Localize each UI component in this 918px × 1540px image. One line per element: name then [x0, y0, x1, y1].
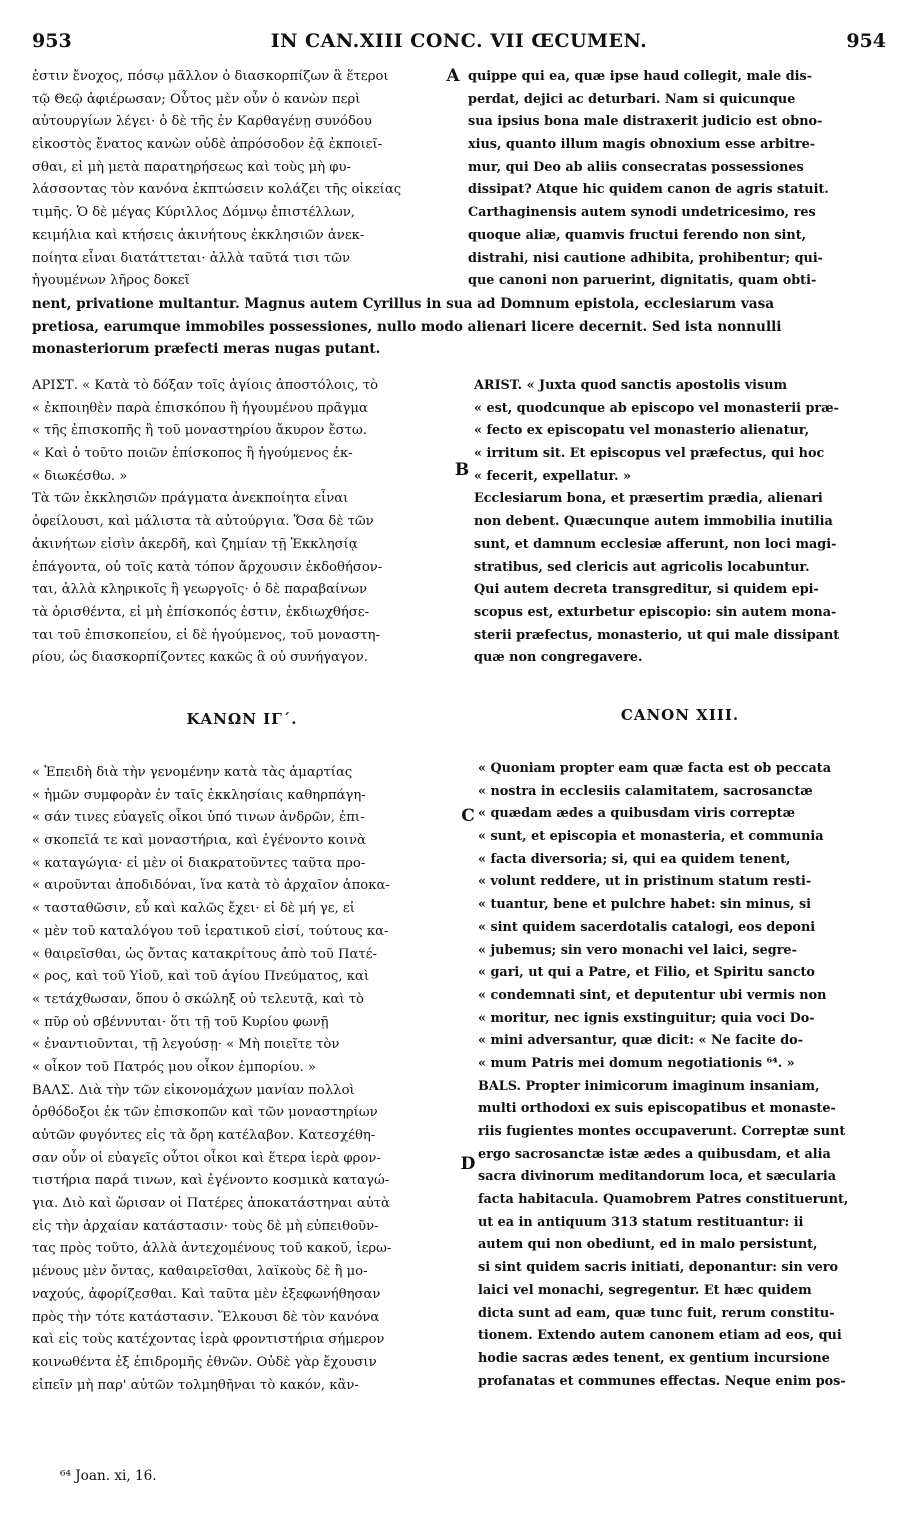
- greek-text-line: ναχούς, ἀφορίζεσθαι. Καὶ ταῦτα μὲν ἐξεφωνήθησαν: [32, 1286, 381, 1302]
- latin-text-line: dicta sunt ad eam, quæ tunc fuit, rerum constitu-: [478, 1305, 835, 1321]
- latin-text-line: perdat, dejici ac deturbari. Nam si quicunque: [468, 91, 796, 107]
- running-title: IN CAN.XIII CONC. VII ŒCUMEN.: [270, 30, 648, 52]
- greek-text-line: κοινωθέντα ἐξ ἐπιδρομῆς ἐθνῶν. Οὐδὲ γὰρ ἔχουσιν: [32, 1354, 377, 1370]
- greek-text-line: « ἡμῶν συμφορὰν ἐν ταῖς ἐκκλησίαις καθηρπάγη-: [32, 787, 366, 803]
- top-greek-column: [32, 66, 444, 293]
- latin-text-line: stratibus, sed clericis aut agricolis locabuntur.: [474, 559, 810, 575]
- latin-text-line: sterii præfectus, monasterio, ut qui male dissipant: [474, 627, 840, 643]
- greek-text-line: « τῆς ἐπισκοπῆς ἢ τοῦ μοναστηρίου ἄκυρον ἔστω.: [32, 423, 367, 439]
- greek-text-line: « σάν τινες εὐαγεῖς οἶκοι ὑπό τινων ἀνδρῶν, ἐπι-: [32, 810, 365, 826]
- latin-text-line: Ecclesiarum bona, et præsertim prædia, alienari: [474, 491, 823, 507]
- greek-text-line: καὶ εἰς τοὺς κατέχοντας ἱερὰ φροντιστήρια σήμερον: [32, 1332, 385, 1348]
- latin-text-line: non debent. Quæcunque autem immobilia inutilia: [474, 514, 833, 530]
- latin-text-line: « jubemus; sin vero monachi vel laici, segre-: [478, 942, 797, 958]
- latin-text-line: BALS. Propter inimicorum imaginum insaniam,: [478, 1078, 820, 1094]
- margin-letter-b: B: [454, 460, 470, 480]
- latin-text-line: « gari, ut qui a Patre, et Filio, et Spiritu sancto: [478, 965, 815, 981]
- latin-text-line: « irritum sit. Et episcopus vel præfectus, qui hoc: [474, 446, 825, 462]
- greek-text-line: ΒΑΛΣ. Διὰ τὴν τῶν εἰκονομάχων μανίαν πολλοὶ: [32, 1082, 355, 1098]
- footnote: ⁶⁴ Joan. xi, 16.: [60, 1468, 157, 1484]
- greek-text-line: ἐστιν ἔνοχος, πόσῳ μᾶλλον ὁ διασκορπίζων ἃ ἕτεροι: [32, 69, 389, 84]
- latin-text-line: ARIST. « Juxta quod sanctis apostolis visum: [474, 378, 788, 393]
- margin-letter-c: C: [461, 806, 475, 826]
- greek-text-line: « τετάχθωσαν, ὅπου ὁ σκώληξ οὐ τελευτᾷ, καὶ τὸ: [32, 991, 364, 1007]
- greek-text-line: « θαιρεῖσθαι, ὡς ὄντας κατακρίτους ἀπὸ τοῦ Πατέ-: [32, 946, 377, 962]
- greek-text-line: « ἐκποιηθὲν παρὰ ἐπισκόπου ἢ ἡγουμένου πρᾶγμα: [32, 400, 368, 416]
- latin-text-line: « nostra in ecclesiis calamitatem, sacrosanctæ: [478, 783, 813, 799]
- greek-text-line: Τὰ τῶν ἐκκλησιῶν πράγματα ἀνεκποίητα εἶναι: [32, 491, 349, 507]
- greek-text-line: « αιροῦνται ἀποδιδόναι, ἵνα κατὰ τὸ ἀρχαῖον ἀποκα-: [32, 878, 390, 894]
- greek-text-line: « μὲν τοῦ καταλόγου τοῦ ἱερατικοῦ εἰσί, τούτους κα-: [32, 923, 389, 939]
- greek-text-line: ρίου, ὡς διασκορπίζοντες κακῶς ἃ οὐ συνήγαγον.: [32, 650, 368, 666]
- latin-text-line: autem qui non obediunt, ed in malo persistunt,: [478, 1237, 818, 1253]
- arist-greek-column: [32, 375, 452, 670]
- canon-title-greek: ΚΑΝΩΝ ΙΓ΄.: [186, 710, 298, 728]
- latin-text-line: « volunt reddere, ut in pristinum statum resti-: [478, 874, 812, 890]
- latin-text-line: monasteriorum præfecti meras nugas putant.: [32, 341, 381, 358]
- greek-text-line: ὀφείλουσι, καὶ μάλιστα τὰ αὐτούργια. Ὅσα δὲ τῶν: [32, 514, 374, 530]
- margin-letter-d: D: [460, 1154, 476, 1174]
- latin-text-line: facta habitacula. Quamobrem Patres constituerunt,: [478, 1192, 849, 1208]
- latin-text-line: quippe qui ea, quæ ipse haud collegit, male dis-: [468, 69, 813, 84]
- page-number-left: 953: [32, 30, 72, 52]
- top-full-width-text: [32, 293, 886, 361]
- greek-text-line: πρὸς τὴν τότε κατάστασιν. Ἕλκουσι δὲ τὸν κανόνα: [32, 1309, 380, 1325]
- latin-text-line: riis fugientes montes occupaverunt. Correptæ sunt: [478, 1124, 846, 1139]
- latin-text-line: multi orthodoxi ex suis episcopatibus et monaste-: [478, 1101, 836, 1117]
- latin-text-line: « sunt, et episcopia et monasteria, et communia: [478, 829, 824, 845]
- greek-text-line: εἰς τὴν ἀρχαίαν κατάστασιν· τοὺς δὲ μὴ εὐπειθοῦν-: [32, 1218, 379, 1234]
- greek-text-line: τας πρὸς τοῦτο, ἀλλὰ ἀντεχομένους τοῦ κακοῦ, ἱερω-: [32, 1241, 392, 1257]
- latin-text-line: sacra divinorum meditandorum loca, et sæcularia: [478, 1169, 837, 1185]
- canon-greek-column: [32, 762, 458, 1397]
- greek-text-line: « σκοπεῖά τε καὶ μοναστήρια, καὶ ἐγένοντο κοινὰ: [32, 833, 366, 849]
- greek-text-line: κειμήλια καὶ κτήσεις ἀκινήτους ἐκκλησιῶν ἀνεκ-: [32, 227, 365, 243]
- greek-text-line: σαν οὖν οἱ εὐαγεῖς οὗτοι οἶκοι καὶ ἕτερα ἱερὰ φρον-: [32, 1150, 381, 1166]
- greek-text-line: ται τοῦ ἐπισκοπείου, εἰ δὲ ἡγούμενος, τοῦ μοναστη-: [32, 627, 380, 643]
- greek-text-line: λάσσοντας τὸν κανόνα ἐκπτώσειν κολάζει τῆς οἰκείας: [32, 182, 402, 198]
- latin-text-line: scopus est, exturbetur episcopio: sin autem mona-: [474, 604, 837, 620]
- latin-text-line: « moritur, nec ignis exstinguitur; quia voci Do-: [478, 1010, 815, 1026]
- greek-text-line: ὀρθόδοξοι ἐκ τῶν ἐπισκοπῶν καὶ τῶν μοναστηρίων: [32, 1105, 378, 1121]
- page-header: [32, 30, 886, 56]
- greek-text-line: ΑΡΙΣΤ. « Κατὰ τὸ δόξαν τοῖς ἁγίοις ἀποστόλοις, τὸ: [32, 378, 379, 393]
- greek-text-line: εἰκοστὸς ἔνατος κανὼν οὐδὲ ἀπρόσοδον ἐᾷ ἐκποιεῖ-: [32, 137, 383, 153]
- greek-text-line: σθαι, εἰ μὴ μετὰ παρατηρήσεως καὶ τοὺς μὴ φυ-: [32, 159, 352, 175]
- greek-text-line: τιστήρια παρά τινων, καὶ ἐγένοντο κοσμικὰ καταγώ-: [32, 1173, 390, 1189]
- latin-text-line: xius, quanto illum magis obnoxium esse arbitre-: [468, 137, 816, 153]
- margin-letter-a: A: [446, 66, 460, 86]
- latin-text-line: « est, quodcunque ab episcopo vel monasterii præ-: [474, 400, 839, 416]
- greek-text-line: « οἶκον τοῦ Πατρός μου οἶκον ἐμπορίου. »: [32, 1059, 316, 1075]
- greek-text-line: « καταγώγια· εἰ μὲν οἱ διακρατοῦντες ταῦτα προ-: [32, 855, 366, 871]
- greek-text-line: για. Διὸ καὶ ὥρισαν οἱ Πατέρες ἀποκατάστηναι αὐτὰ: [32, 1196, 390, 1212]
- latin-text-line: laici vel monachi, segregentur. Et hæc quidem: [478, 1282, 812, 1298]
- page-number-right: 954: [846, 30, 886, 52]
- canon-latin-column: [478, 758, 886, 1393]
- greek-text-line: αὐτουργίων λέγει· ὁ δὲ τῆς ἐν Καρθαγένῃ συνόδου: [32, 114, 372, 130]
- latin-text-line: sunt, et damnum ecclesiæ afferunt, non loci magi-: [474, 536, 837, 552]
- latin-text-line: ut ea in antiquum 313 statum restituantur: ii: [478, 1214, 804, 1230]
- latin-text-line: sua ipsius bona male distraxerit judicio est obno-: [468, 114, 823, 130]
- latin-text-line: « mum Patris mei domum negotiationis ⁶⁴. »: [478, 1055, 795, 1071]
- latin-text-line: quoque aliæ, quamvis fructui ferendo non sint,: [468, 227, 807, 243]
- greek-text-line: « διωκέσθω. »: [32, 468, 128, 484]
- latin-text-line: si sint quidem sacris initiati, deponantur: sin vero: [478, 1260, 839, 1276]
- greek-text-line: τῷ Θεῷ ἀφιέρωσαν; Οὗτος μὲν οὖν ὁ κανὼν περὶ: [32, 91, 361, 107]
- latin-text-line: ergo sacrosanctæ istæ ædes a quibusdam, et alia: [478, 1146, 831, 1162]
- greek-text-line: « τασταθῶσιν, εὖ καὶ καλῶς ἔχει· εἰ δὲ μή γε, εἰ: [32, 901, 355, 917]
- latin-text-line: dissipat? Atque hic quidem canon de agris statuit.: [468, 182, 829, 198]
- latin-text-line: « fecto ex episcopatu vel monasterio alienatur,: [474, 423, 810, 439]
- latin-text-line: « condemnati sint, et deputentur ubi vermis non: [478, 987, 827, 1003]
- latin-text-line: « fecerit, expellatur. »: [474, 468, 632, 484]
- greek-text-line: ἐπάγοντα, οὐ τοῖς κατὰ τόπον ἄρχουσιν ἐκδοθήσον-: [32, 559, 383, 575]
- greek-text-line: ἡγουμένων λῆρος δοκεῖ: [32, 273, 190, 289]
- latin-text-line: hodie sacras ædes tenent, ex gentium incursione: [478, 1350, 830, 1366]
- greek-text-line: εἰπεῖν μὴ παρ' αὐτῶν τολμηθῆναι τὸ κακόν, κἂν-: [32, 1377, 359, 1393]
- top-latin-column: [468, 66, 886, 293]
- latin-text-line: « Quoniam propter eam quæ facta est ob peccata: [478, 761, 831, 776]
- latin-text-line: profanatas et communes effectas. Neque enim pos-: [478, 1373, 846, 1389]
- latin-text-line: « sint quidem sacerdotalis catalogi, eos deponi: [478, 919, 816, 935]
- greek-text-line: μένους μὲν ὄντας, καθαιρεῖσθαι, λαϊκοὺς δὲ ἢ μο-: [32, 1264, 368, 1280]
- latin-text-line: distrahi, nisi cautione adhibita, prohibentur; qui-: [468, 250, 823, 266]
- greek-text-line: « Καὶ ὁ τοῦτο ποιῶν ἐπίσκοπος ἢ ἡγούμενος ἐκ-: [32, 446, 353, 462]
- latin-text-line: « facta diversoria; si, qui ea quidem tenent,: [478, 851, 791, 867]
- latin-text-line: Carthaginensis autem synodi undetricesimo, res: [468, 205, 816, 221]
- greek-text-line: ἀκινήτων εἰσὶν ἀκερδῆ, καὶ ζημίαν τῇ Ἐκκλησίᾳ: [32, 536, 358, 552]
- greek-text-line: τιμῆς. Ὁ δὲ μέγας Κύριλλος Δόμνῳ ἐπιστέλλων,: [32, 205, 355, 221]
- latin-text-line: quæ non congregavere.: [474, 650, 643, 666]
- latin-text-line: Qui autem decreta transgreditur, si quidem epi-: [474, 582, 819, 598]
- greek-text-line: ποίητα εἶναι διατάττεται· ἀλλὰ ταῦτά τισι τῶν: [32, 250, 350, 266]
- latin-text-line: tionem. Extendo autem canonem etiam ad eos, qui: [478, 1328, 842, 1344]
- greek-text-line: αὐτῶν φυγόντες εἰς τὰ ὄρη κατέλαβον. Κατεσχέθη-: [32, 1128, 376, 1143]
- greek-text-line: « ἐναντιοῦνται, τῇ λεγούσῃ· « Μὴ ποιεῖτε τὸν: [32, 1037, 340, 1053]
- greek-text-line: « Ἐπειδὴ διὰ τὴν γενομένην κατὰ τὰς ἁμαρτίας: [32, 765, 353, 780]
- greek-text-line: τὰ ὁρισθέντα, εἰ μὴ ἐπίσκοπός ἐστιν, ἐκδιωχθήσε-: [32, 604, 370, 620]
- latin-text-line: « mini adversantur, quæ dicit: « Ne facite do-: [478, 1033, 804, 1049]
- latin-text-line: pretiosa, earumque immobiles possessiones, nullo modo alienari licere decernit. Sed ista nonnulli: [32, 318, 782, 335]
- latin-text-line: « quædam ædes a quibusdam viris correptæ: [478, 806, 796, 822]
- latin-text-line: que canoni non paruerint, dignitatis, quam obti-: [468, 273, 817, 289]
- greek-text-line: « πῦρ οὐ σβέννυται· ὅτι τῇ τοῦ Κυρίου φωνῇ: [32, 1014, 329, 1030]
- arist-latin-column: [474, 375, 886, 670]
- canon-title-latin: CANON XIII.: [620, 706, 740, 724]
- greek-text-line: ται, ἀλλὰ κληρικοῖς ἢ γεωργοῖς· ὁ δὲ παραβαίνων: [32, 582, 367, 598]
- latin-text-line: mur, qui Deo ab aliis consecratas possessiones: [468, 159, 804, 175]
- latin-text-line: nent, privatione multantur. Magnus autem Cyrillus in sua ad Domnum epistola, ecclesiarum vasa: [32, 296, 775, 312]
- latin-text-line: « tuantur, bene et pulchre habet: sin minus, si: [478, 897, 812, 913]
- greek-text-line: « ρος, καὶ τοῦ Υἱοῦ, καὶ τοῦ ἁγίου Πνεύματος, καὶ: [32, 969, 370, 985]
